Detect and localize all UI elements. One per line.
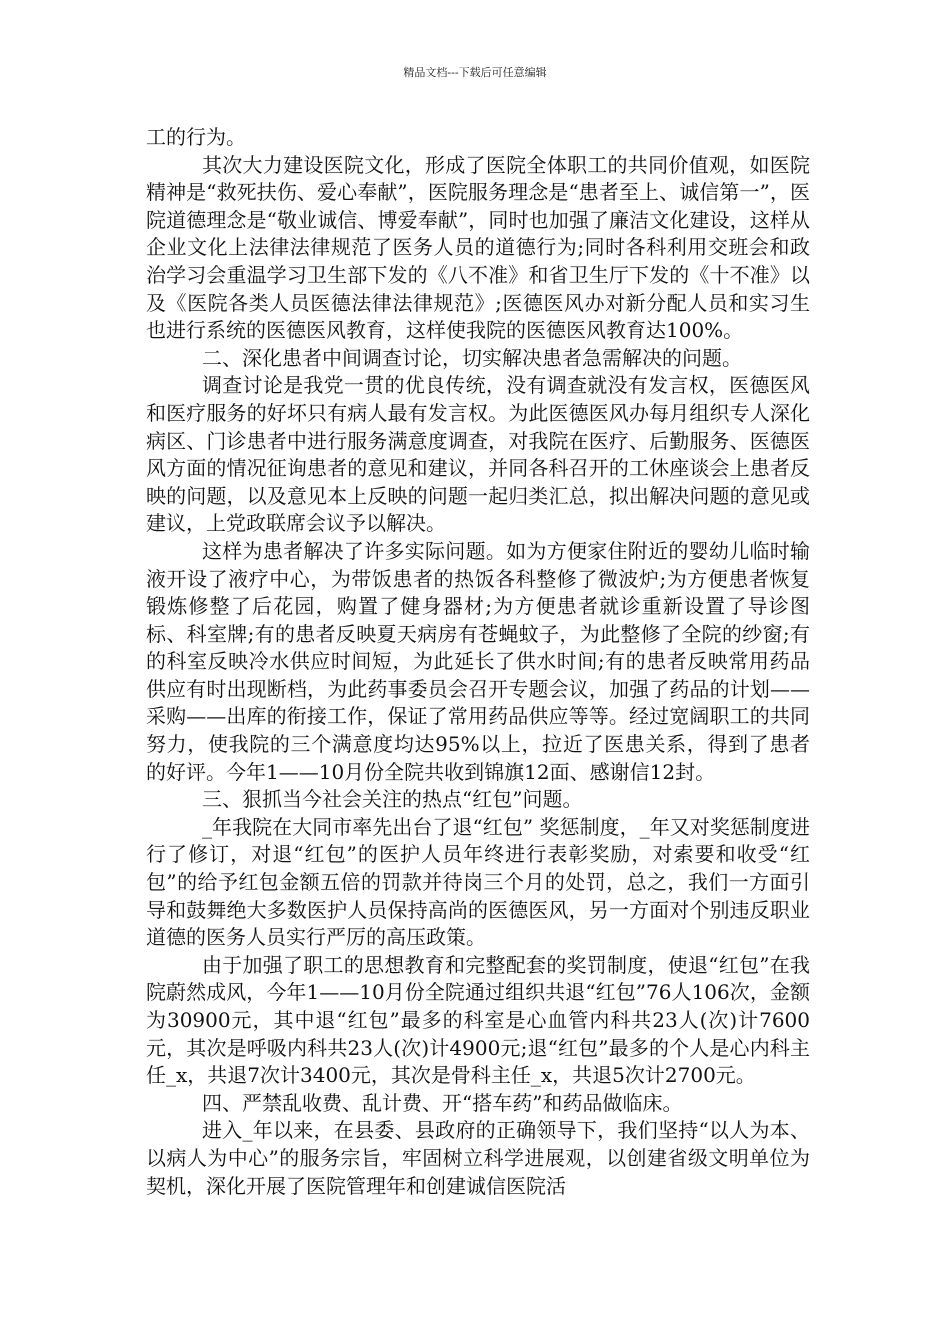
section-heading: 四、严禁乱收费、乱计费、开“搭车药”和药品做临床。 [202, 1090, 683, 1115]
paragraph: 由于加强了职工的思想教育和完整配套的奖罚制度，使退“红包”在我院蔚然成风，今年1——10月份全院通过组织共退“红包”76人106次，金额为30900元，其中退“红包”最多的科室是心血管内科共23人(次)计7600元，其次是呼吸内科共23人(次)计4900元;退“红包”最多的个人是心内科主任_x，共退7次计3400元，其次是骨科主任_x，共退5次计2700元。 [146, 952, 810, 1088]
paragraph-continuation: 工的行为。 [146, 125, 246, 149]
paragraph: 这样为患者解决了许多实际问题。如为方便家住附近的婴幼儿临时输液开设了液疗中心，为带饭患者的热饭各科整修了微波炉;为方便患者恢复锻炼修整了后花园，购置了健身器材;为方便患者就诊重新设置了导诊图标、科室牌;有的患者反映夏天病房有苍蝇蚊子，为此整修了全院的纱窗;有的科室反映冷水供应时间短，为此延长了供水时间;有的患者反映常用药品供应有时出现断档，为此药事委员会召开专题会议，加强了药品的计划——采购——出库的衔接工作，保证了常用药品供应等等。经过宽阔职工的共同努力，使我院的三个满意度均达95%以上，拉近了医患关系，得到了患者的好评。今年1——10月份全院共收到锦旗12面、感谢信12封。 [146, 538, 810, 784]
section-heading: 二、深化患者中间调查讨论，切实解决患者急需解决的问题。 [202, 345, 742, 370]
paragraph: 其次大力建设医院文化，形成了医院全体职工的共同价值观，如医院精神是“救死扶伤、爱心奉献”，医院服务理念是“患者至上、诚信第一”，医院道德理念是“敬业诚信、博爱奉献”，同时也加强了廉洁文化建设，这样从企业文化上法律法律规范了医务人员的道德行为;同时各科利用交班会和政治学习会重温学习卫生部下发的《八不准》和省卫生厅下发的《十不准》以及《医院各类人员医德法律法律规范》;医德医风办对新分配人员和实习生也进行系统的医德医风教育，这样使我院的医德医风教育达100%。 [146, 152, 810, 343]
document-body [146, 124, 810, 1200]
paragraph: _年我院在大同市率先出台了退“红包” 奖惩制度，_年又对奖惩制度进行了修订，对退“红包”的医护人员年终进行表彰奖励，对索要和收受“红包”的给予红包金额五倍的罚款并待岗三个月的处罚，总之，我们一方面引导和鼓舞绝大多数医护人员保持高尚的医德医风，另一方面对个别违反职业道德的医务人员实行严厉的高压政策。 [146, 814, 810, 950]
section-heading: 三、狠抓当今社会关注的热点“红包”问题。 [202, 787, 583, 812]
paragraph: 进入_年以来，在县委、县政府的正确领导下，我们坚持“以人为本、以病人为中心”的服务宗旨，牢固树立科学进展观，以创建省级文明单位为契机，深化开展了医院管理年和创建诚信医院活 [146, 1118, 810, 1198]
paragraph: 调查讨论是我党一贯的优良传统，没有调查就没有发言权，医德医风和医疗服务的好坏只有病人最有发言权。为此医德医风办每月组织专人深化病区、门诊患者中进行服务满意度调查，对我院在医疗、后勤服务、医德医风方面的情况征询患者的意见和建议，并同各科召开的工休座谈会上患者反映的问题，以及意见本上反映的问题一起归类汇总，拟出解决问题的意见或建议，上党政联席会议予以解决。 [146, 373, 810, 536]
page-header: 精品文档---下载后可任意编辑 [403, 66, 547, 79]
